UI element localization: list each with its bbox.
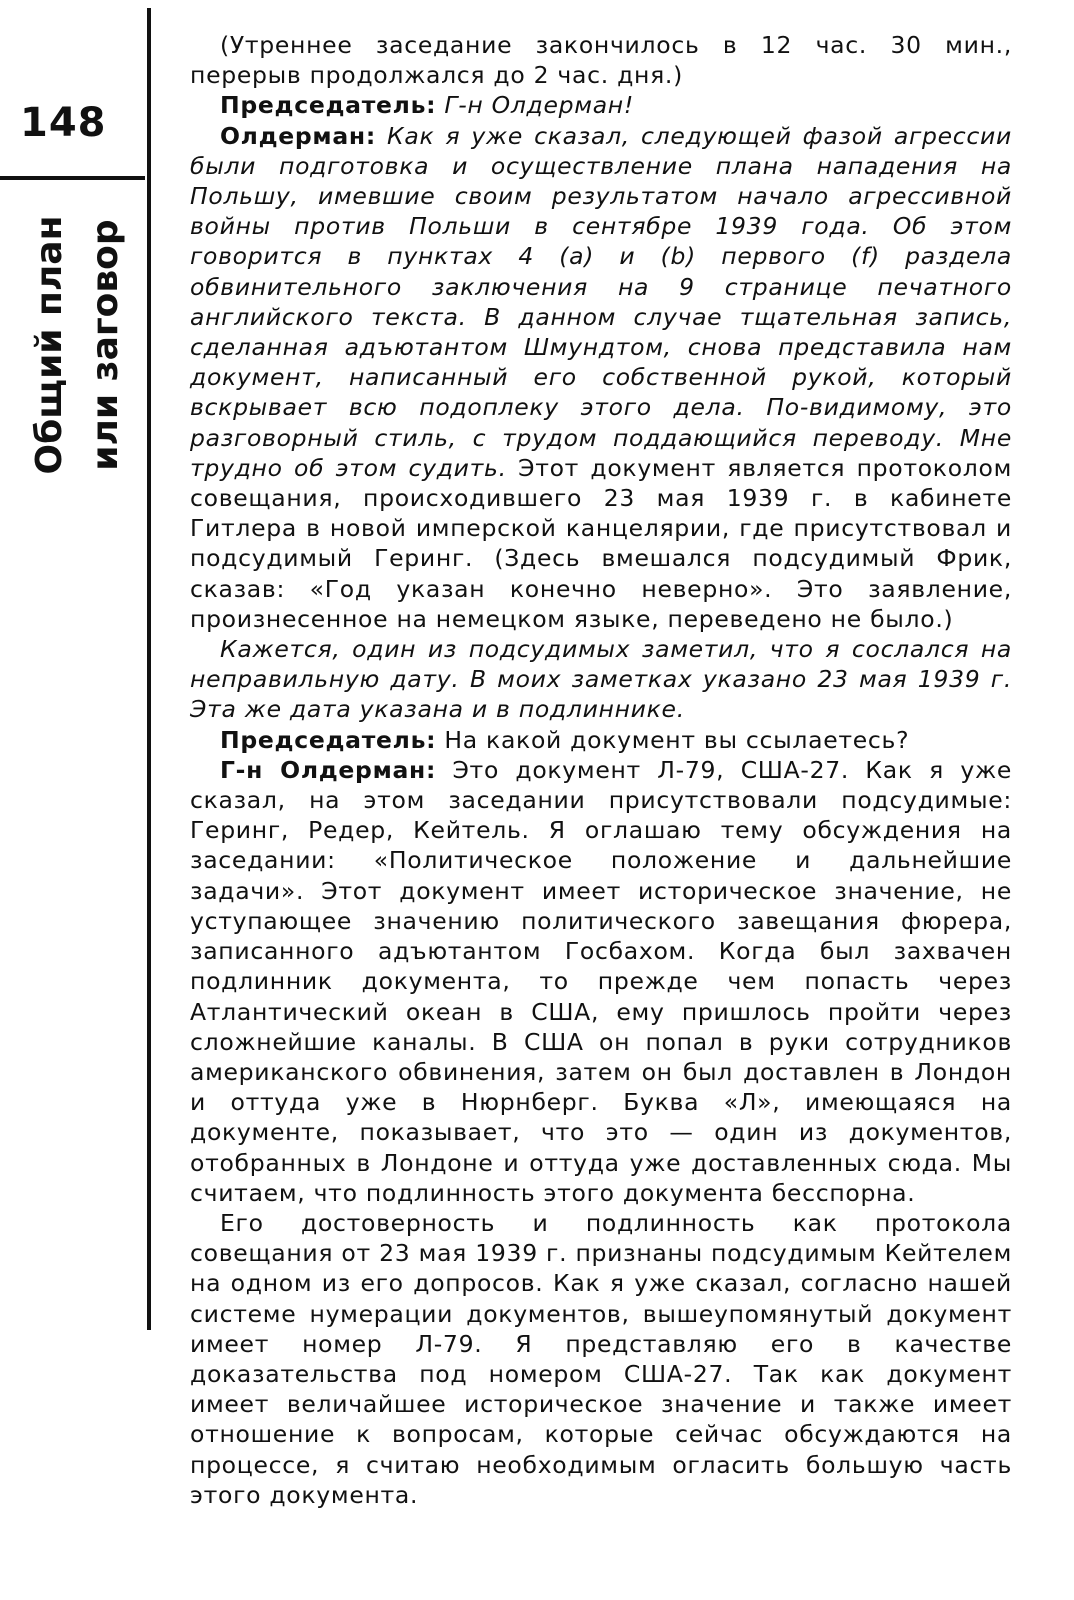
paragraph-text: (Утреннее заседание закончилось в 12 час. 30 мин., перерыв продолжался до 2 час. дня.) bbox=[190, 31, 1012, 90]
running-title bbox=[28, 190, 128, 500]
page-number-rule bbox=[0, 176, 145, 180]
page-number: 148 bbox=[20, 100, 107, 146]
body-text bbox=[190, 30, 1012, 1510]
paragraph-6 bbox=[190, 755, 1012, 1208]
paragraph-text: Это документ Л-79, США-27. Как я уже сказал, на этом заседании присутствовали подсудимые: Геринг, Редер, Кейтель. Я оглашаю тему обсуждения на заседании: «Политическое положение и дальнейшие задачи». Этот документ имеет историческое значение, не уступающее значению политического завещания фюрера, записанного адъютантом Госбахом. Когда был захвачен подлинник документа, то прежде чем попасть через Атлантический океан в США, ему пришлось пройти через сложнейшие каналы. В США он попал в руки сотрудников американского обвинения, затем он был доставлен в Лондон и оттуда уже в Нюрнберг. Буква «Л», имеющаяся на документе, показывает, что это — один из документов, отобранных в Лондоне и оттуда уже доставленных сюда. Мы считаем, что подлинность этого документа бесспорна. bbox=[190, 755, 1013, 1207]
paragraph-text-cont: Этот документ является протоколом совещания, происходившего 23 мая 1939 г. в кабинете Гитлера в новой имперской канцелярии, где присутствовал и подсудимый Геринг. (Здесь вмешался подсудимый Фрик, сказав: «Год указан конечно неверно». Это заявление, произнесенное на немецком языке, переведено не было.) bbox=[190, 453, 1013, 633]
paragraph-text: Как я уже сказал, следующей фазой агрессии были подготовка и осуществление плана нападения на Польшу, имевшие своим результатом начало агрессивной войны против Польши в сентябре 1939 года. Об этом говорится в пунктах 4 (а) и (b) первого (f) раздела обвинительного заключения на 9 странице печатного английского текста. В данном случае тщательная запись, сделанная адъютантом Шмундтом, снова представила нам документ, написанный его собственной рукой, который вскрывает всю подоплеку этого дела. По-видимому, это разговорный стиль, с трудом поддающийся переводу. Мне трудно об этом судить. bbox=[190, 121, 1012, 482]
paragraph-speaker: Г-н Олдерман: bbox=[220, 755, 437, 784]
running-title-line-2: или заговор bbox=[85, 219, 126, 471]
paragraph-7 bbox=[190, 1208, 1012, 1510]
paragraph-speaker: Олдерман: bbox=[220, 121, 376, 150]
running-title-line-1: Общий план bbox=[29, 215, 70, 475]
paragraph-5 bbox=[190, 725, 1012, 755]
paragraph-speaker: Председатель: bbox=[220, 91, 437, 120]
vertical-rule bbox=[147, 8, 151, 1330]
paragraph-text: На какой документ вы ссылаетесь? bbox=[436, 725, 910, 754]
paragraph-text: Кажется, один из подсудимых заметил, что я сослался на неправильную дату. В моих заметках указано 23 мая 1939 г. Эта же дата указана и в подлиннике. bbox=[190, 635, 1012, 724]
paragraph-text: Г-н Олдерман! bbox=[436, 91, 634, 120]
paragraph-speaker: Председатель: bbox=[220, 725, 437, 754]
paragraph-text: Его достоверность и подлинность как протокола совещания от 23 мая 1939 г. признаны подсудимым Кейтелем на одном из его допросов. Как я уже сказал, согласно нашей системе нумерации документов, вышеупомянутый документ имеет номер Л-79. Я представляю его в качестве доказательства под номером США-27. Так как документ имеет величайшее историческое значение и также имеет отношение к вопросам, которые сейчас обсуждаются на процессе, я считаю необходимым огласить большую часть этого документа. bbox=[190, 1208, 1012, 1509]
paragraph-3 bbox=[190, 121, 1012, 634]
paragraph-1 bbox=[190, 30, 1012, 90]
paragraph-2 bbox=[190, 90, 1012, 120]
paragraph-4 bbox=[190, 634, 1012, 725]
